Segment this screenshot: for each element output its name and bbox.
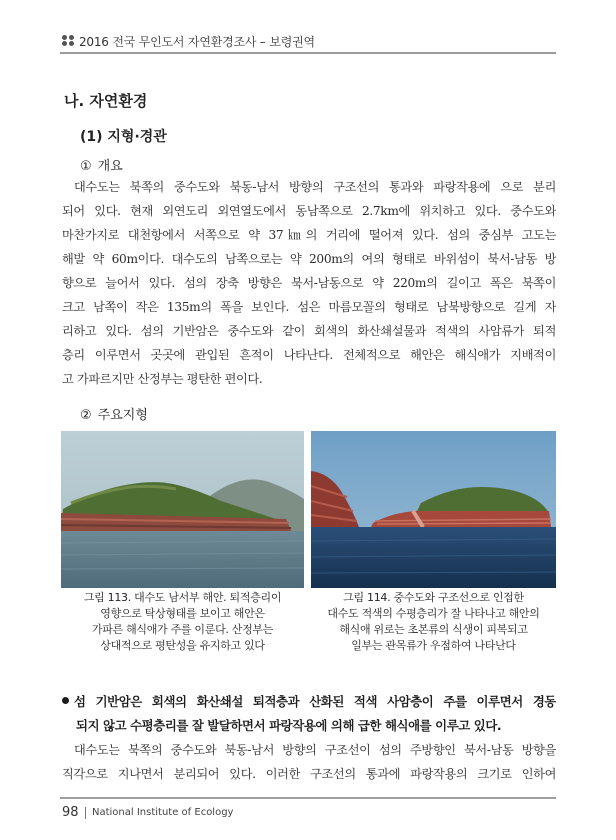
summary-paragraph — [62, 738, 556, 786]
footer-separator — [85, 807, 86, 819]
caption-line: 해식애 위로는 초본류의 식생이 피복되고 — [339, 623, 528, 636]
header-rule — [60, 52, 556, 54]
photo-figure-113 — [61, 431, 304, 588]
header-title: 2016 전국 무인도서 자연환경조사 – 보령권역 — [79, 35, 315, 49]
paragraph-line: 대수도는 북쪽의 중수도와 북동-남서 방향의 구조선이 섬의 주방향인 북서-남동 방향을 — [74, 743, 556, 757]
item-label: 주요지형 — [97, 408, 148, 423]
paragraph-line: 되어 있다. 현재 외연도리 외연열도에서 동남쪽으로 2.7km에 위치하고 있다. 중수도와 — [62, 204, 556, 218]
paragraph-line: 고 가파르지만 산정부는 평탄한 편이다. — [62, 372, 263, 386]
item-heading-landforms — [80, 404, 148, 423]
overview-paragraph — [62, 175, 556, 391]
caption-line: 가파른 해식애가 주를 이룬다. 산정부는 — [91, 623, 274, 636]
paragraph-line: 대수도는 북쪽의 중수도와 북동-남서 방향의 구조선의 통과와 파랑작용에 으로 분리 — [74, 180, 556, 194]
summary-bold-text: 섬 기반암은 회색의 화산쇄설 퇴적층과 산화된 적색 사암층이 주를 이루면서 경동 — [74, 694, 556, 709]
island-photo-southwest — [61, 431, 304, 588]
island-photo-red-strata — [311, 431, 556, 588]
item-number: ② — [80, 408, 92, 423]
caption-line: 영향으로 탁상형태를 보이고 해안은 — [100, 607, 265, 620]
bullet-icon — [62, 697, 69, 704]
caption-line: 상대적으로 평탄성을 유지하고 있다 — [100, 639, 265, 652]
paragraph-line: 향으로 늘어서 있다. 섬의 장축 방향은 북서-남동으로 약 220m의 길이고 폭은 북쪽이 — [62, 276, 556, 290]
footer-organization: National Institute of Ecology — [92, 807, 234, 818]
paragraph-line: 리하고 있다. 섬의 기반암은 중수도와 같이 회색의 화산쇄설물과 적색의 사암류가 퇴적 — [62, 324, 556, 338]
paragraph-line: 층리 이루면서 곳곳에 관입된 흔적이 나타난다. 전체적으로 해안은 해식애가 지배적이 — [62, 348, 556, 362]
page-number: 98 — [62, 805, 79, 820]
item-heading-overview — [80, 155, 123, 174]
caption-figure-114 — [311, 590, 556, 654]
caption-line: 그림 113. 대수도 남서부 해안. 퇴적층리이 — [83, 591, 282, 604]
paragraph-line: 해발 약 60m이다. 대수도의 남쪽으로는 약 200m의 여의 형태로 바위섬이 북서-남동 방 — [62, 252, 556, 266]
item-number: ① — [80, 159, 92, 174]
caption-line: 일부는 관목류가 우점하여 나타난다 — [351, 639, 516, 652]
caption-line: 대수도 적색의 수평층리가 잘 나타나고 해안의 — [327, 607, 540, 620]
summary-bold-line: 되지 않고 수평층리를 잘 발달하면서 파랑작용에 의해 급한 해식애를 이루고 있다. — [76, 718, 502, 733]
footer-rule — [60, 797, 556, 799]
paragraph-line: 마찬가지로 대천항에서 서쪽으로 약 37㎞의 거리에 떨어져 있다. 섬의 중심부 고도는 — [62, 228, 556, 242]
page-header — [0, 0, 616, 60]
photo-figure-114 — [311, 431, 556, 588]
caption-figure-113 — [60, 590, 305, 654]
paragraph-line: 크고 남쪽이 작은 135m의 폭을 보인다. 섬은 마름모꼴의 형태로 남북방향으로 길게 자 — [62, 300, 556, 314]
summary-bullet — [62, 690, 556, 738]
item-label: 개요 — [97, 159, 123, 174]
subsection-title: (1) 지형·경관 — [80, 129, 167, 145]
paragraph-line: 직각으로 지나면서 분리되어 있다. 이러한 구조선의 통과에 파랑작용의 크기로 인하여 — [62, 767, 556, 781]
summary-bold-line — [62, 690, 556, 714]
section-title: 나. 자연환경 — [64, 92, 148, 110]
caption-line: 그림 114. 중수도와 구조선으로 인접한 — [343, 591, 524, 604]
header-dots-icon — [62, 35, 76, 47]
